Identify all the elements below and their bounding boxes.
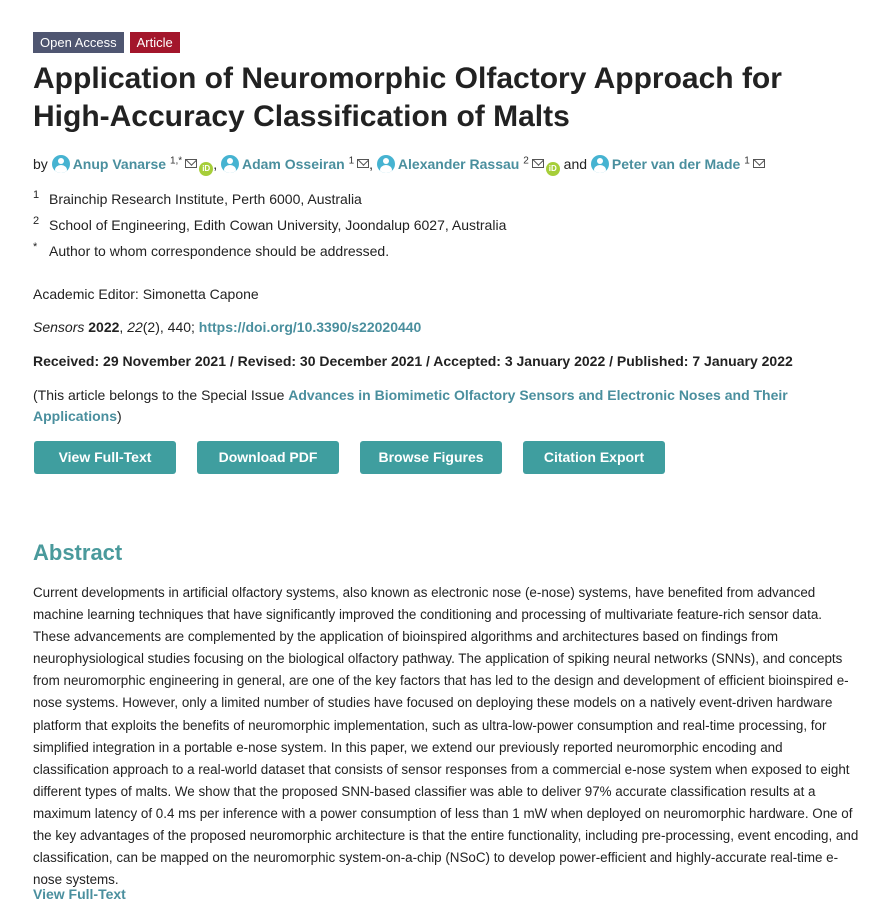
affiliation-number: * xyxy=(33,241,38,253)
special-issue-prefix: (This article belongs to the Special Issue xyxy=(33,387,289,403)
author-affil-sup: 2 xyxy=(523,155,529,167)
special-issue-note xyxy=(33,385,833,427)
article-title: Application of Neuromorphic Olfactory Approach for High-Accuracy Classification of Malts xyxy=(33,62,782,133)
citation-year: 2022 xyxy=(88,319,120,335)
citation-issue-pages: (2), 440; xyxy=(142,319,195,335)
author-separator: , xyxy=(369,156,374,172)
citation-sep: , xyxy=(119,319,128,335)
affiliation-number: 2 xyxy=(33,215,40,227)
affiliation-item xyxy=(33,214,506,240)
article-action-buttons xyxy=(34,441,665,474)
download-pdf-button[interactable]: Download PDF xyxy=(197,441,339,474)
author-affil-sup: 1 xyxy=(348,155,355,167)
affiliation-text: School of Engineering, Edith Cowan University, Joondalup 6027, Australia xyxy=(49,217,507,233)
person-icon xyxy=(591,155,609,173)
journal-name: Sensors xyxy=(33,319,85,335)
author-link-osseiran[interactable]: Adam Osseiran xyxy=(241,156,345,172)
citation-line xyxy=(33,318,421,336)
email-icon[interactable] xyxy=(753,159,765,168)
citation-volume: 22 xyxy=(127,319,143,335)
affiliation-item xyxy=(33,240,506,266)
view-full-text-button[interactable]: View Full-Text xyxy=(34,441,176,474)
orcid-icon[interactable]: iD xyxy=(546,162,560,176)
special-issue-link[interactable]: Advances in Biomimetic Olfactory Sensors and Electronic Noses and Their Applications xyxy=(33,387,788,424)
by-label: by xyxy=(33,156,48,172)
author-link-rassau[interactable]: Alexander Rassau xyxy=(397,156,520,172)
author-list xyxy=(33,153,765,176)
email-icon[interactable] xyxy=(532,159,544,168)
citation-export-button[interactable]: Citation Export xyxy=(523,441,665,474)
doi-link[interactable]: https://doi.org/10.3390/s22020440 xyxy=(198,319,422,335)
affiliation-item xyxy=(33,188,506,214)
abstract-text: Current developments in artificial olfactory systems, also known as electronic nose (e-nose) systems, have benefited from advanced machine learning techniques that have significantly improved the conditioning and processing of multivariate feature-rich sensor data. These advancements are complemented by the application of bioinspired algorithms and architectures based on findings from neurophysiological studies focusing on the biological olfactory pathway. The application of spiking neural networks (SNNs), and concepts from neuromorphic engineering in general, are one of the key factors that has led to the design and development of efficient bioinspired e-nose systems. However, only a limited number of studies have focused on deploying these models on a natively event-driven hardware platform that exploits the benefits of neuromorphic implementation, such as ultra-low-power consumption and real-time processing, for simplified integration in a portable e-nose system. In this paper, we extend our previously reported neuromorphic encoding and classification approach to a real-world dataset that consists of sensor responses from a commercial e-nose system when exposed to eight different types of malts. We show that the proposed SNN-based classifier was able to deliver 97% accurate classification results at a maximum latency of 0.4 ms per inference with a power consumption of less than 1 mW when deployed on neuromorphic hardware. One of the key advantages of the proposed neuromorphic architecture is that the entire functionality, including pre-processing, event encoding, and classification, can be mapped on the neuromorphic system-on-a-chip (NSoC) to develop power-efficient and highly-accurate real-time e-nose systems. xyxy=(33,585,859,888)
orcid-icon[interactable]: iD xyxy=(199,162,213,176)
affiliation-list xyxy=(33,188,506,266)
email-icon[interactable] xyxy=(357,159,369,168)
person-icon xyxy=(52,155,70,173)
browse-figures-button[interactable]: Browse Figures xyxy=(360,441,502,474)
and-label: and xyxy=(563,156,588,172)
abstract-heading: Abstract xyxy=(33,540,123,565)
email-icon[interactable] xyxy=(185,159,197,168)
publication-dates: Received: 29 November 2021 / Revised: 30 December 2021 / Accepted: 3 January 2022 / Published: 7 January 2022 xyxy=(33,353,793,369)
affiliation-text: Brainchip Research Institute, Perth 6000, Australia xyxy=(49,191,362,207)
author-affil-sup: 1,* xyxy=(169,155,183,167)
article-type-badge: Article xyxy=(130,32,180,53)
article-badges xyxy=(33,32,180,53)
affiliation-number: 1 xyxy=(33,189,40,201)
author-link-vanarse[interactable]: Anup Vanarse xyxy=(72,156,167,172)
abstract-view-full-text-link[interactable]: View Full-Text xyxy=(33,886,126,902)
special-issue-suffix: ) xyxy=(117,408,122,424)
author-separator: , xyxy=(213,156,218,172)
person-icon xyxy=(221,155,239,173)
author-affil-sup: 1 xyxy=(744,155,750,167)
academic-editor: Academic Editor: Simonetta Capone xyxy=(33,286,259,302)
author-link-van-der-made[interactable]: Peter van der Made xyxy=(611,156,741,172)
affiliation-text: Author to whom correspondence should be addressed. xyxy=(49,243,390,259)
open-access-badge: Open Access xyxy=(33,32,124,53)
person-icon xyxy=(377,155,395,173)
